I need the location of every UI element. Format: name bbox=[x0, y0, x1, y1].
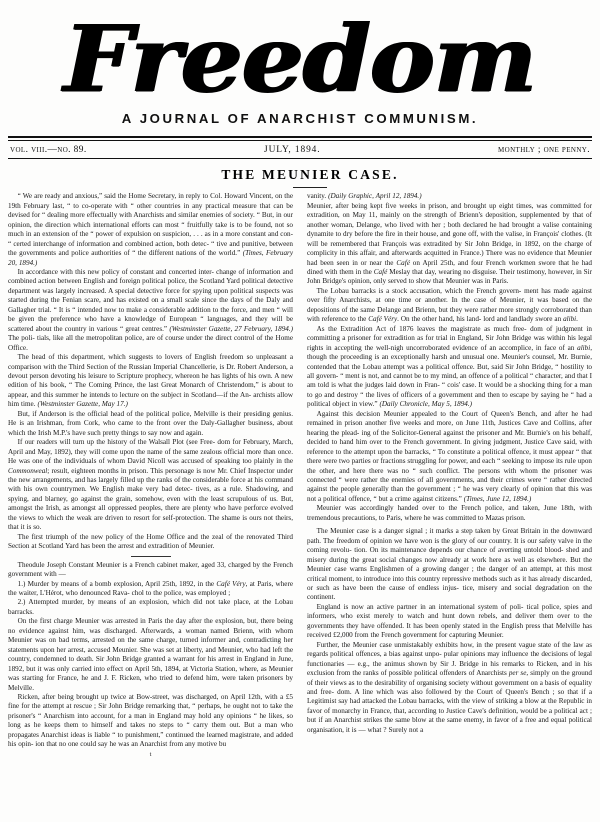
paragraph-text: On the first charge Meunier was arrested in Paris the day after the explosion, but, there being no evidence against him, was discharged. Afterwards, a woman named Brienn, with whom Meunier was on bad terms, arrested on the same charge, turned informer and, contradicting her statements upon her arrest, accused Meunier. She was set at liberty, and Meunier, who had left the country, condemned to death. Sir John Bridge granted a warrant for his arrest in England in June, 1892, but it was only carried into effect on April 5th, 1894, at Victoria Station, where, as Meunier was starting for France, he and J. F. Ricken, who tried to defend him, were taken prisoners by Melville. bbox=[8, 617, 293, 692]
paragraph-text: The Meunier case is a danger signal ; it marks a step taken by Great Britain in the downward path. The freedom of opinion we have won is the glory of our country. It is our safety valve in the coming revolu- tion. On its maintenance depends our chance of averting untold blood- shed and misery during the great social changes now already at work here as well as elsewhere. But the Meunier case warns Englishmen of a growing danger ; the danger of an attempt, at this most critical moment, to introduce into this country repressive methods such as it has already discarded, or such as have been the cause of endless injus- tice, misery and social degradation on the continent. bbox=[307, 527, 592, 602]
paragraph-text-cont: , though the proceeding is an exceptionally harsh and unusual one. Meunier's counsel, Mr. Burnie, contended that the Lobau attempt was a political offence. But, said Sir John Bridge, “ hostility to all govern- “ ment is not, and cannot be to my mind, an offence of a political “ character, and that I am told is what the judges laid down in Fran- “ cois' case. It would be a shocking thing for a man to go and destroy “ the lives of officers of a government and then to escape by saying he “ had a political object in view.” bbox=[307, 343, 592, 409]
paragraph bbox=[307, 202, 592, 287]
section-rule bbox=[131, 556, 171, 557]
paragraph-text-cont: , at Paris, where the waiter, L'Hérot, who denounced Rava- chol to the police, was employed ; bbox=[8, 579, 293, 597]
paragraph-text-cont2: . bbox=[576, 315, 578, 324]
legal-term: alibi bbox=[563, 315, 577, 324]
paragraph bbox=[8, 598, 293, 617]
paragraph bbox=[8, 693, 293, 750]
masthead bbox=[0, 0, 600, 126]
paragraph-text-cont: The poli- tials, like all the metropolitan police, are of course under the direct control of the Home Office. bbox=[8, 334, 293, 352]
paragraph bbox=[307, 504, 592, 523]
paragraph bbox=[8, 580, 293, 599]
paragraph bbox=[307, 287, 592, 325]
paragraph-text: vanity. bbox=[307, 192, 327, 201]
paragraph-text-cont: . On the other hand, his land- lord and landlady swore an bbox=[397, 315, 562, 324]
paragraph bbox=[307, 410, 592, 505]
paragraph bbox=[8, 617, 293, 693]
paragraph bbox=[8, 268, 293, 353]
paragraph-text-cont: on April 25th, and four French workmen swore that he had dined with them in the bbox=[307, 258, 592, 277]
publication-title: Freedom bbox=[64, 5, 536, 113]
paragraph-text-cont: ; result, eighteen months in prison. This personage is now Mr. Chief Inspector under the new arrangements, and has largely filled up the ranks of the considerable force at his command with his own countrymen. We English make very bad detec- tives, as a rule. Shadowing, and spying, and blarney, go against the grain, somehow, even with the least scrupulous of us. But, amongst the Irish, as amongst all oppressed peoples, there are plenty who have perforce evolved the views to which the weak are driven to resort for self-protection. The shame is ours not theirs, that it is so. bbox=[8, 466, 293, 532]
imprint-line bbox=[8, 141, 592, 158]
paragraph-text: Further, the Meunier case unmistakably exhibits how, in the present vague state of the law as regards political offences, a bias against unpo- pular opinions may influence the decisions of legal functionaries — e.g., the animus shown by Sir J. Bridge in his remarks to Ricken, and in his exclusion from the ranks of possible political offenders of Anarchists bbox=[307, 640, 592, 678]
paragraph-text: The head of this department, which suggests to lovers of English freedom so unpleasant a comparison with the Third Section of the Russian Imperial Chancellerie, is Dr. Robert Anderson, a devout person devoting his leisure to Scripture prophecy, whereon he has lights of his own. A new edition of his book, “ The Coming Prince, the last Great Monarch of Christendom,” is about to appear, and this summer he intends to lecture on the subject in Scotland—if the An- archists allow him time. bbox=[8, 353, 293, 409]
issue-date: JULY, 1894. bbox=[264, 145, 321, 156]
paragraph bbox=[307, 527, 592, 603]
legal-term: per se bbox=[508, 669, 527, 678]
column-left bbox=[8, 192, 300, 834]
paragraph-text-cont2: Meslay that day, wearing no disguise. Their testimony, however, in Sir John Bridge's opinion, only served to show that Meunier was in Paris. bbox=[307, 268, 592, 286]
legal-term: alibi bbox=[577, 343, 591, 352]
publication-name: Commonweal bbox=[8, 466, 48, 475]
column-right bbox=[300, 192, 592, 834]
paragraph-text: England is now an active partner in an international system of poli- tical police, spies and informers, who exist merely to watch and hunt down rebels, and deliver them over to the governments they have offended. It has been openly stated in the English press that Melville has received £2,000 from the French government for capturing Meunier. bbox=[307, 602, 592, 640]
paragraph bbox=[8, 561, 293, 580]
paragraph-text: 1.) Murder by means of a bomb explosion, April 25th, 1892, in the bbox=[17, 579, 215, 588]
citation: (Daily Chronicle, May 5, 1894.) bbox=[379, 400, 473, 409]
paragraph-text: If our readers will turn up the history of the Walsall Plot (see Free- dom for February, March, April and May, 1892), they will come upon the name of the same zealous official more than once. He was one of the individuals of whom David Nicoll was accused of speaking too plainly in the bbox=[8, 438, 293, 466]
place-name: Café bbox=[396, 258, 410, 267]
paragraph-text: Meunier was accordingly handed over to the French police, and taken, June 18th, with tremendous precautions, to Paris, where he was committed to Mazas prison. bbox=[307, 504, 592, 522]
paragraph-text: As the Extradition Act of 1876 leaves the magistrate as much free- dom of judgment in committing a prisoner for extradition as for trial in England, Sir John Bridge was within his legal rights in accepting the well-nigh uncorroborated evidence of an accomplice, in face of an bbox=[307, 324, 592, 352]
price-frequency: monthly ; one penny. bbox=[498, 145, 590, 156]
paragraph-text: Ricken, after being brought up twice at Bow-street, was discharged, on April 12th, with a £5 fine for the attempt at rescue ; Sir John Bridge remarking that, “ perhaps, he ought not to take the prisoner's “ Anarchism into account, for a man in England may hold any opinions “ he likes, so long as he keeps them to himself and takes no steps to “ carry them out. But a man who propagates Anarchist ideas is liable “ to punishment,” continued the learned magistrate, and added his opin- ion that no one could say he was an Anarchist from any motive bu bbox=[8, 692, 293, 749]
imprint-divider bbox=[8, 158, 592, 159]
paragraph-text: But, if Anderson is the official head of the political police, Melville is their presiding genius. He is an Irishman, from Cork, who came to the front over the Daly-Gallagher business, about which the Irish M.P.'s have such pretty things to say now and again. bbox=[8, 409, 293, 437]
citation: (Times, February 20, 1894.) bbox=[8, 249, 293, 267]
paragraph bbox=[8, 410, 293, 438]
article-header bbox=[0, 166, 600, 188]
place-name: Café Véry bbox=[368, 315, 398, 324]
place-name: Café Véry bbox=[216, 579, 246, 588]
paragraph-text: Theodule Joseph Constant Meunier is a French cabinet maker, aged 33, charged by the French government with — bbox=[8, 560, 293, 579]
citation: (Westminster Gazette, 27 February, 1894.) bbox=[169, 324, 294, 333]
paragraph bbox=[8, 353, 293, 410]
place-name: Café bbox=[373, 268, 388, 277]
headline-rule bbox=[293, 187, 327, 188]
article-body bbox=[8, 192, 592, 834]
paragraph-text: The first triumph of the new policy of the Home Office and the zeal of the renovated Third Section at Scotland Yard has been the arrest and extradition of Meunier. bbox=[8, 532, 293, 551]
article-headline: THE MEUNIER CASE. bbox=[221, 167, 399, 183]
citation: (Westminster Gazette, May 17.) bbox=[37, 400, 128, 409]
publication-subtitle: A JOURNAL OF ANARCHIST COMMUNISM. bbox=[121, 111, 479, 127]
paragraph-text: “ We are ready and anxious,” said the Home Secretary, in reply to Col. Howard Vincent, on the 19th February last, “ to co-operate with “ other countries in any practical measure that can be devised for “ dealing more effectually with Anarchists and similar enemies of society. “ But, in our opinion, the direction which international efforts can most “ fruitfully take is to be found, not so much in an extension of the “ power of expulsion on suspicion, . . . as in a more constant and con- “ certed interchange of information and combined action, both detec- “ tive and punitive, between the governments and police authorities of “ the different nations of the world.” bbox=[8, 192, 293, 258]
paragraph-text: 2.) Attempted murder, by means of an explosion, which did not take place, at the Lobau barracks. bbox=[8, 598, 293, 616]
paragraph-text-cont: , simply on the ground of their views as to the desirability of organising society without government on a basis of equality and free- dom. A line which was also followed by the Court of Queen's Bench ; so that if a Legitimist say had attacked the Lobau barracks, with the view of striking a blow at the Republic in favor of monarchy in France, that, according to Justice Cave's definition, would be a political act ; but if an Anarchist strikes the same blow at the same enemy, in favor of a free and equal political organisation, it is — what ? Surely not a bbox=[307, 669, 592, 734]
paragraph-text: The Lobau barracks is a stock accusation, which the French govern- ment has made against over fifty Anarchists, at one time or another. In the case of Meunier, it was based on the depositions of the same Delange and Brienn, but they were rather more strongly corroborated than with reference to the bbox=[307, 286, 592, 324]
citation: (Times, June 12, 1894.) bbox=[463, 494, 532, 503]
paragraph bbox=[8, 438, 293, 533]
page-footmark: t bbox=[149, 750, 152, 758]
paragraph-text: Against this decision Meunier appealed to the Court of Queen's Bench, and after he had remained in prison another five weeks and more, on June 11th, Justices Cave and Collins, after hearing the plead- ing of the Solicitor-General against the prisoner and Mr. Burnie's on his behalf, decided to hand him over to the French government. In giving judgment, Justice Cave said, with reference to the attempt upon the barracks, “ To constitute a political offence, it must appear “ that there were two parties or fractions struggling for power, and each “ seeking to impose its rule upon the other, and here there was no “ such conflict. The persons with whom the prisoner was connected “ were rather the enemies of all governments, and their crimes were “ rather directed against the people generally than the government ; “ he was very clearly of opinion that this was not a political offence, “ but a crime against citizens.” bbox=[307, 409, 592, 503]
paragraph bbox=[8, 533, 293, 552]
paragraph-text: Meunier, after being kept five weeks in prison, and brought up eight times, was committed for extradition, on May 11, mainly on the strength of Brienn's deposition, supplemented by that of another woman, Delange, who lived with her ; both declared he had brought a valise containing dynamite to dry before the fire in their house, and gone off, with the valise, in François' clothes. (It will be remembered that François was extradited by Sir John Bridge, in 1892, on the charge of complicity in this affair, and afterwards acquitted in France.) There was no evidence that Meunier had been seen in or near the bbox=[307, 201, 592, 267]
citation: (Daily Graphic, April 12, 1894.) bbox=[328, 192, 422, 201]
paragraph bbox=[307, 325, 592, 410]
paragraph bbox=[307, 603, 592, 641]
volume-number: vol. viii.—no. 89. bbox=[10, 145, 87, 156]
paragraph bbox=[307, 192, 592, 201]
paragraph bbox=[8, 192, 293, 268]
paragraph-text: In accordance with this new policy of constant and concerted inter- change of information and combined action between English and foreign political police, the Scotland Yard political detective department was largely increased. A special detective force for spying upon political suspects was started during the Fenian scare, and has existed on a small scale since the days of the Daly and Gallagher trial. “ It is “ intended now to make a considerable addition to the force, and men “ will be given the preference who have a knowledge of European “ languages, and they will be scattered about the country in various “ great centres.” bbox=[8, 268, 293, 333]
paragraph bbox=[307, 641, 592, 736]
